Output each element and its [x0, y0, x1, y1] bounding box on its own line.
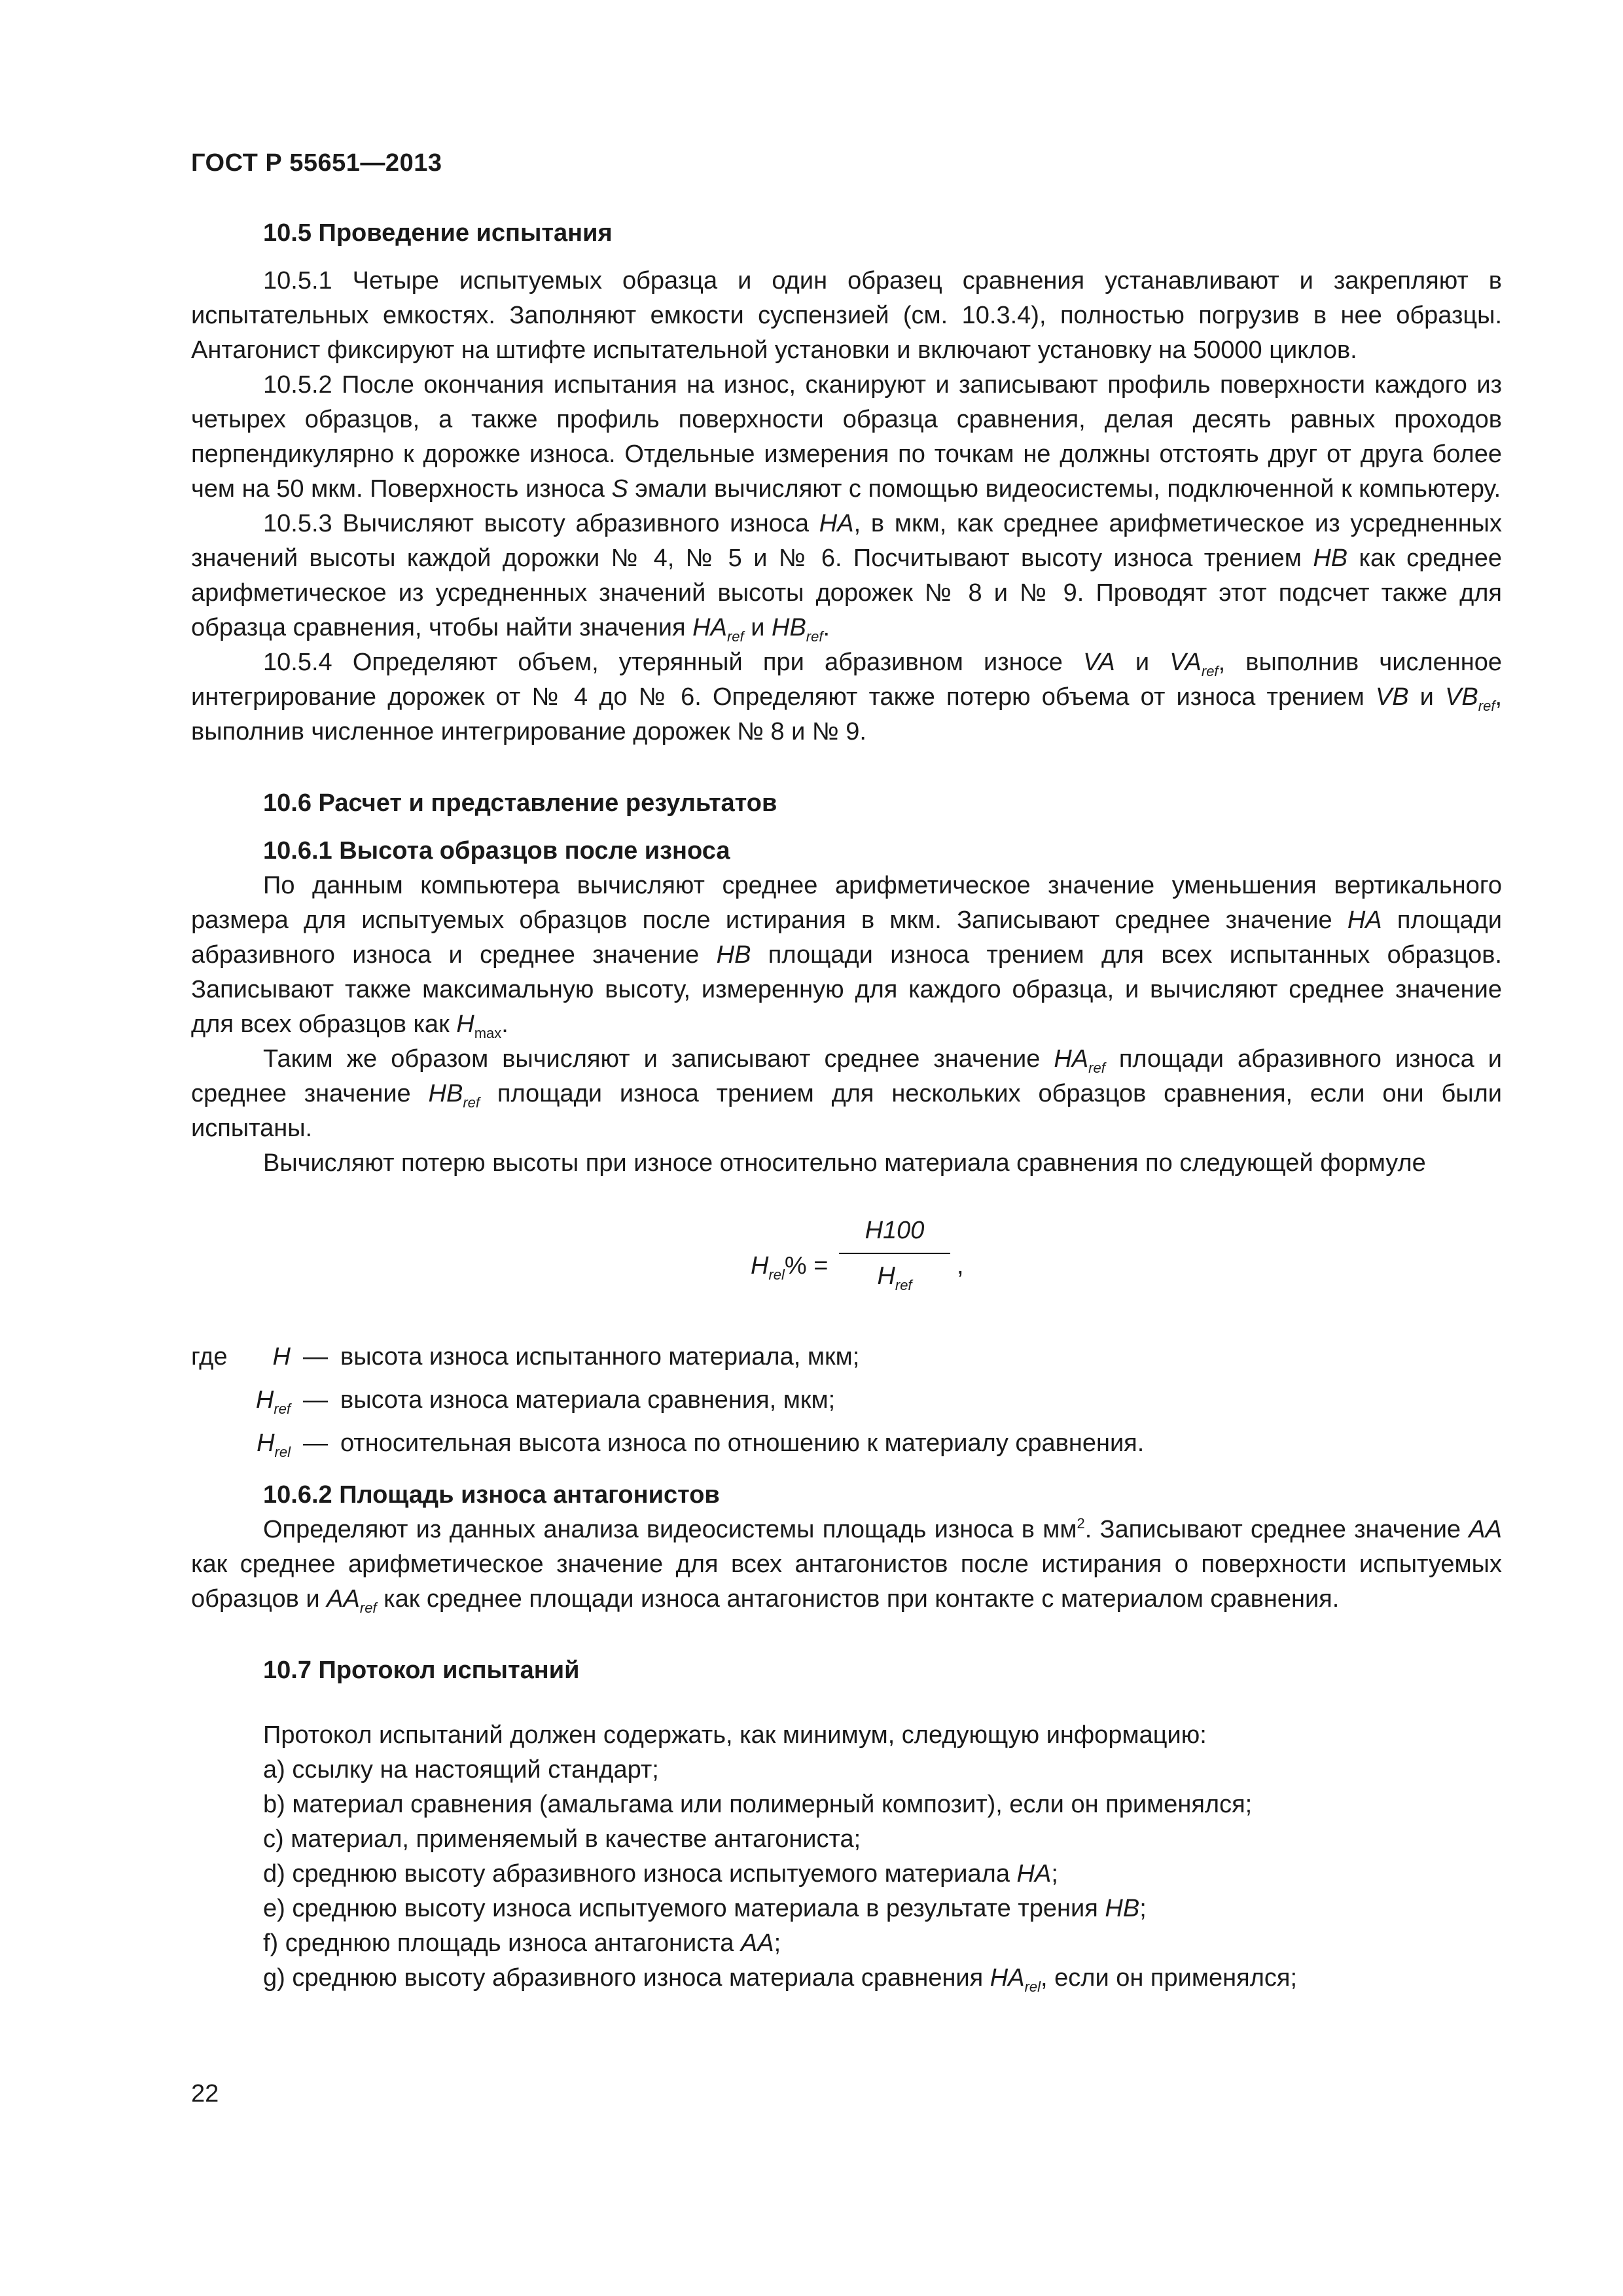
legend-symbol: $H_{ref}$ — [255, 1386, 291, 1417]
formula-comma: , — [957, 1252, 964, 1280]
legend-text: высота износа материала сравнения, мкм; — [340, 1386, 836, 1414]
formula-legend — [191, 1335, 1502, 1465]
section-heading-10-7: 10.7 Протокол испытаний — [263, 1657, 580, 1684]
fraction-bar — [839, 1253, 950, 1254]
section-heading-10-5: 10.5 Проведение испытания — [263, 219, 613, 247]
legend-symbol: $H_{rel}$ — [257, 1429, 291, 1460]
protocol-intro: Протокол испытаний должен содержать, как минимум, следующую информацию: — [263, 1721, 1207, 1749]
page-number: 22 — [191, 2080, 219, 2108]
paragraph-10-5-2: 10.5.2 После окончания испытания на износ, сканируют и записывают профиль поверхности каждого из четырех образцов, а также профиль поверхности образца сравнения, делая десять равных проходов перпендикулярно к дорожке износа. Отдельные измерения по точкам не должны отстоять друг от друга более чем на 50 мкм. Поверхность износа S эмали вычисляют с помощью видеосистемы, подключенной к компьютеру. — [191, 371, 1502, 503]
formula-fraction — [839, 1211, 950, 1296]
legend-label: где — [191, 1342, 228, 1371]
formula-numerator: H100 — [865, 1217, 925, 1244]
paragraph-10-6-2: Определяют из данных анализа видеосистемы площадь износа в $мм^2$. Записывают среднее значение AA как среднее арифметическое значение для всех антагонистов после истирания о поверхности испытуемых образцов и $AA_{ref}$ как среднее площади износа антагонистов при контакте с материалом сравнения. — [191, 1515, 1502, 1616]
legend-text: высота износа испытанного материала, мкм; — [340, 1342, 860, 1371]
list-item: а) ссылку на настоящий стандарт; — [263, 1756, 659, 1784]
list-item: d) среднюю высоту абразивного износа испытуемого материала HA; — [263, 1860, 1058, 1888]
paragraph-10-5-4: 10.5.4 Определяют объем, утерянный при абразивном износе VA и $VA_{ref}$, выполнив численное интегрирование дорожек от № 4 до № 6. Определяют также потерю объема от износа трением VB и $VB_{ref}$, выполнив численное интегрирование дорожек № 8 и № 9. — [191, 649, 1503, 745]
legend-symbol: H — [272, 1342, 291, 1371]
list-item: b) материал сравнения (амальгама или полимерный композит), если он применялся; — [263, 1791, 1253, 1818]
list-item: c) материал, применяемый в качестве антагониста; — [263, 1825, 861, 1853]
formula-lhs: $H_{rel}\%$ = — [751, 1252, 829, 1283]
legend-row — [191, 1335, 1502, 1378]
protocol-list — [191, 1718, 1502, 1996]
legend-text: относительная высота износа по отношению к материалу сравнения. — [340, 1429, 1145, 1457]
list-item: f) среднюю площадь износа антагониста AA; — [263, 1929, 781, 1957]
formula-denominator: $H_{ref}$ — [877, 1263, 912, 1293]
paragraph-10-5-3: 10.5.3 Вычисляют высоту абразивного износа HA, в мкм, как среднее арифметическое из усредненных значений высоты каждой дорожки № 4, № 5 и № 6. Посчитывают высоту износа трением HB как среднее арифметическое из усредненных значений высоты дорожек № 8 и № 9. Проводят этот подсчет также для образца сравнения, чтобы найти значения $HA_{ref}$ и $HB_{ref}$. — [191, 510, 1502, 645]
list-item: е) среднюю высоту износа испытуемого материала в результате трения HB; — [263, 1895, 1147, 1922]
standard-header: ГОСТ Р 55651—2013 — [191, 149, 442, 177]
legend-dash: — — [303, 1429, 328, 1457]
relative-height-formula — [191, 1211, 1502, 1322]
subsection-heading-10-6-1: 10.6.1 Высота образцов после износа — [263, 837, 730, 865]
list-item: g) среднюю высоту абразивного износа материала сравнения $HA_{rel}$, если он применялся; — [263, 1964, 1297, 1995]
paragraph-10-6-1-b: Таким же образом вычисляют и записывают среднее значение $HA_{ref}$ площади абразивного износа и среднее значение $HB_{ref}$ площади износа трением для нескольких образцов сравнения, если они были испытаны. — [191, 1045, 1502, 1142]
legend-row — [191, 1378, 1502, 1422]
legend-row — [191, 1422, 1502, 1465]
paragraph-10-6-1-c: Вычисляют потерю высоты при износе относительно материала сравнения по следующей формуле — [263, 1149, 1426, 1177]
paragraph-10-5-1: 10.5.1 Четыре испытуемых образца и один образец сравнения устанавливают и закрепляют в испытательных емкостях. Заполняют емкости суспензией (см. 10.3.4), полностью погрузив в нее образцы. Антагонист фиксируют на штифте испытательной установки и включают установку на 50000 циклов. — [191, 267, 1502, 364]
paragraph-10-6-1-a: По данным компьютера вычисляют среднее арифметическое значение уменьшения вертикального размера для испытуемых образцов после истирания в мкм. Записывают среднее значение HA площади абразивного износа и среднее значение HB площади износа трением для всех испытанных образцов. Записывают также максимальную высоту, измеренную для каждого образца, и вычисляют среднее значение для всех образцов как $H_{max}$. — [191, 872, 1502, 1041]
document-body — [191, 216, 1502, 1996]
section-heading-10-6: 10.6 Расчет и представление результатов — [263, 789, 777, 817]
subsection-heading-10-6-2: 10.6.2 Площадь износа антагонистов — [263, 1481, 720, 1509]
legend-dash: — — [303, 1342, 328, 1371]
legend-dash: — — [303, 1386, 328, 1414]
